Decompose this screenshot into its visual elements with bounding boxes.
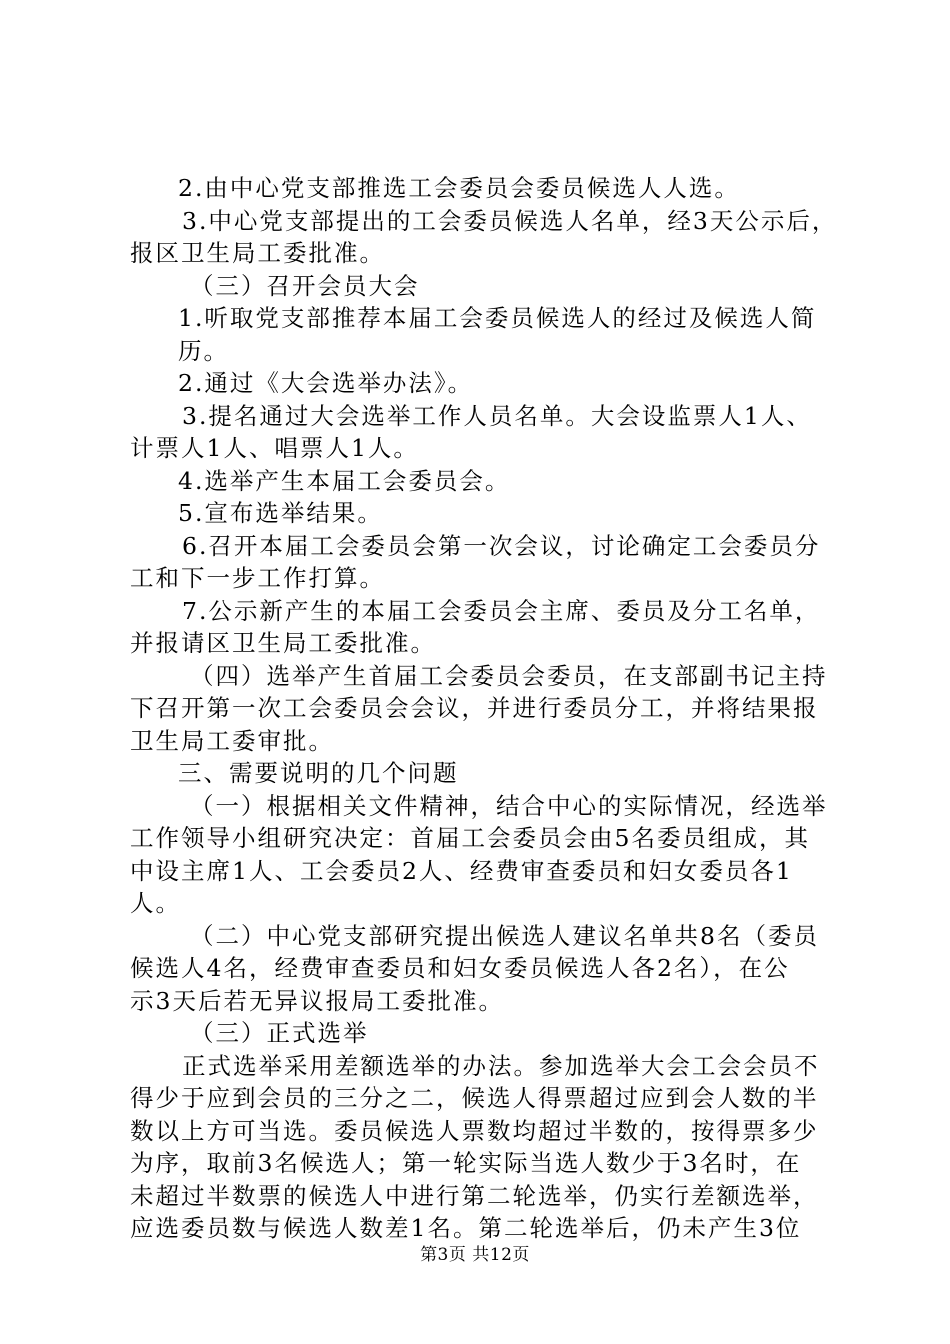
text-line: （四）选举产生首届工会委员会委员，在支部副书记主持 [190, 661, 828, 690]
text-line: 人。 [130, 889, 181, 917]
page-footer [0, 1240, 950, 1265]
text-line: 数以上方可当选。委员候选人票数均超过半数的，按得票多少 [130, 1116, 819, 1145]
section-heading: 三、需要说明的几个问题 [178, 759, 459, 787]
text-line: 3.提名通过大会选举工作人员名单。大会设监票人1人、 [182, 401, 812, 430]
text-line: 2.通过《大会选举办法》。 [178, 369, 474, 397]
text-line: 卫生局工委审批。 [130, 726, 334, 755]
text-line: 计票人1人、唱票人1人。 [130, 434, 419, 462]
text-line: 候选人4名，经费审查委员和妇女委员候选人各2名），在公 [130, 954, 790, 982]
document-body [130, 172, 838, 1245]
text-line: 应选委员数与候选人数差1名。第二轮选举后，仍未产生3位 [130, 1214, 802, 1242]
text-line: 1.听取党支部推荐本届工会委员候选人的经过及候选人简 [178, 304, 817, 332]
text-line: 示3天后若无异议报局工委批准。 [130, 986, 504, 1015]
text-line: 中设主席1人、工会委员2人、经费审查委员和妇女委员各1 [130, 856, 793, 885]
section-heading: （三）召开会员大会 [190, 271, 420, 300]
text-line: 得少于应到会员的三分之二，候选人得票超过应到会人数的半 [130, 1084, 819, 1112]
section-heading: （三）正式选举 [190, 1019, 369, 1047]
text-line: 正式选举采用差额选举的办法。参加选举大会工会会员不 [182, 1051, 820, 1080]
page-number: 第3页 共12页 [420, 1245, 530, 1265]
text-line: 6.召开本届工会委员会第一次会议，讨论确定工会委员分 [182, 531, 821, 560]
text-line: 3.中心党支部提出的工会委员候选人名单，经3天公示后， [182, 206, 838, 235]
text-line: （二）中心党支部研究提出候选人建议名单共8名（委员 [190, 921, 819, 950]
text-line: 并报请区卫生局工委批准。 [130, 629, 436, 657]
text-line: 报区卫生局工委批准。 [130, 239, 385, 267]
text-line: 未超过半数票的候选人中进行第二轮选举，仍实行差额选举， [130, 1181, 819, 1210]
text-line: 工和下一步工作打算。 [130, 564, 385, 592]
text-line: 历。 [178, 336, 229, 365]
text-line: 5.宣布选举结果。 [178, 499, 383, 527]
text-line: 7.公示新产生的本届工会委员会主席、委员及分工名单， [182, 596, 821, 625]
text-line: 2.由中心党支部推选工会委员会委员候选人人选。 [178, 174, 740, 202]
text-line: 为序，取前3名候选人；第一轮实际当选人数少于3名时，在 [130, 1149, 802, 1177]
text-line: 下召开第一次工会委员会会议，并进行委员分工，并将结果报 [130, 694, 819, 722]
text-line: 工作领导小组研究决定：首届工会委员会由5名委员组成，其 [130, 824, 810, 852]
text-line: （一）根据相关文件精神，结合中心的实际情况，经选举 [190, 791, 828, 820]
text-line: 4.选举产生本届工会委员会。 [178, 466, 511, 495]
